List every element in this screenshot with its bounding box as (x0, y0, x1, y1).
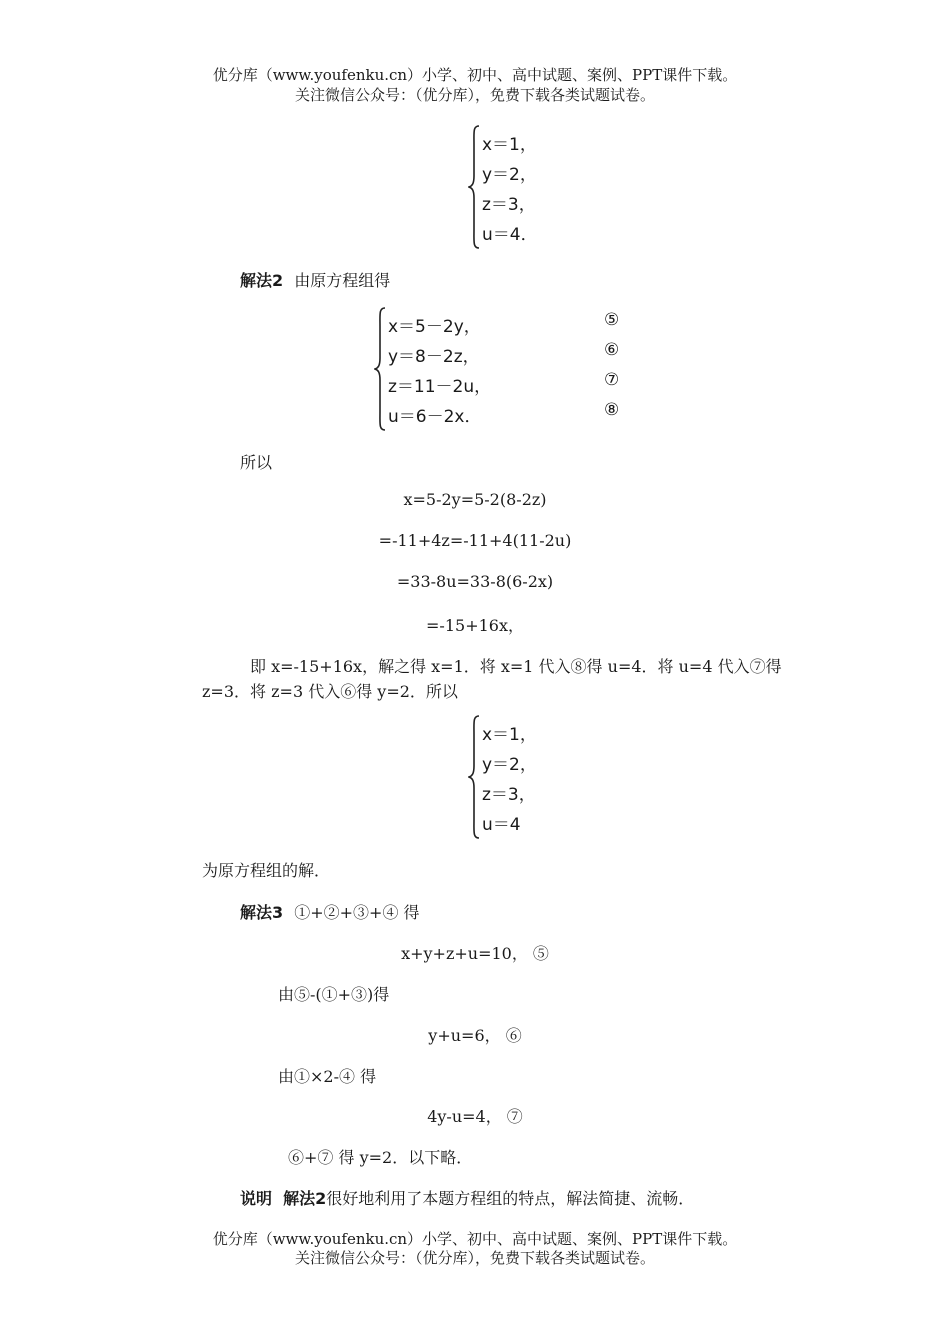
equation-system-1 (468, 124, 588, 250)
method-3-text: ①+②+③+④ 得 (294, 903, 420, 922)
system2-line-4: u＝6－2x． (388, 407, 482, 427)
derivation-line-4: =-15+16x， (426, 616, 524, 635)
equation-5: x+y+z+u=10， ⑤ (401, 944, 549, 963)
system2-line-1: x＝5－2y， (388, 317, 481, 337)
system2-num-7: ⑦ (604, 370, 620, 390)
method-3-label: 解法3 (240, 903, 284, 922)
system2-num-5: ⑤ (604, 310, 620, 330)
conclusion-text: 为原方程组的解． (202, 861, 331, 880)
derivation-line-2: =-11+4z=-11+4(11-2u) (378, 531, 572, 550)
method-2-text: 由原方程组得 (294, 271, 391, 290)
system1-line-2: y＝2， (482, 165, 537, 185)
paragraph-line-2: z=3．将 z=3 代入⑥得 y=2．所以 (202, 682, 458, 701)
system2-line-3: z＝11－2u， (388, 377, 492, 397)
method-2-label: 解法2 (240, 271, 284, 290)
note-text: 很好地利用了本题方程组的特点，解法简捷、流畅． (326, 1189, 695, 1208)
equation-7: 4y-u=4， ⑦ (427, 1107, 523, 1126)
so-text: 所以 (240, 453, 273, 472)
system3-line-3: z＝3， (482, 785, 536, 805)
system2-num-6: ⑥ (604, 340, 620, 360)
system1-line-4: u＝4． (482, 225, 538, 245)
system2-num-8: ⑧ (604, 400, 620, 420)
system3-line-2: y＝2， (482, 755, 537, 775)
derivation-line-3: =33-8u=33-8(6-2x) (396, 572, 554, 591)
footer-line-2: 关注微信公众号：（优分库），免费下载各类试题试卷。 (294, 1249, 655, 1267)
footer-line-1: 优分库（www.youfenku.cn）小学、初中、高中试题、案例、PPT课件下载。 (212, 1230, 738, 1248)
system1-line-3: z＝3， (482, 195, 536, 215)
header-line-2: 关注微信公众号：（优分库），免费下载各类试题试卷。 (294, 86, 655, 104)
note-method-label: 解法2 (283, 1189, 327, 1208)
left-brace-icon (468, 124, 480, 250)
left-brace-icon (374, 306, 386, 432)
step-2-text: 由①×2-④ 得 (278, 1067, 377, 1086)
note-label: 说明 (240, 1189, 273, 1208)
method-2-heading (240, 268, 390, 291)
system3-line-1: x＝1， (482, 725, 537, 745)
method-3-heading (240, 900, 420, 923)
system1-line-1: x＝1， (482, 135, 537, 155)
header-line-1: 优分库（www.youfenku.cn）小学、初中、高中试题、案例、PPT课件下载。 (212, 66, 738, 84)
step-3-text: ⑥+⑦ 得 y=2．以下略． (288, 1148, 473, 1167)
system2-line-2: y＝8－2z， (388, 347, 480, 367)
system3-line-4: u＝4 (482, 815, 521, 835)
paragraph-line-1: 即 x=-15+16x，解之得 x=1．将 x=1 代入⑧得 u=4．将 u=4 代入⑦得 (250, 657, 782, 676)
derivation-line-1: x=5-2y=5-2(8-2z) (403, 490, 547, 509)
equation-system-2 (374, 306, 634, 432)
note-paragraph (240, 1186, 694, 1209)
step-1-text: 由⑤-(①+③)得 (278, 985, 390, 1004)
equation-system-3 (468, 714, 588, 840)
equation-6: y+u=6， ⑥ (428, 1026, 522, 1045)
left-brace-icon (468, 714, 480, 840)
